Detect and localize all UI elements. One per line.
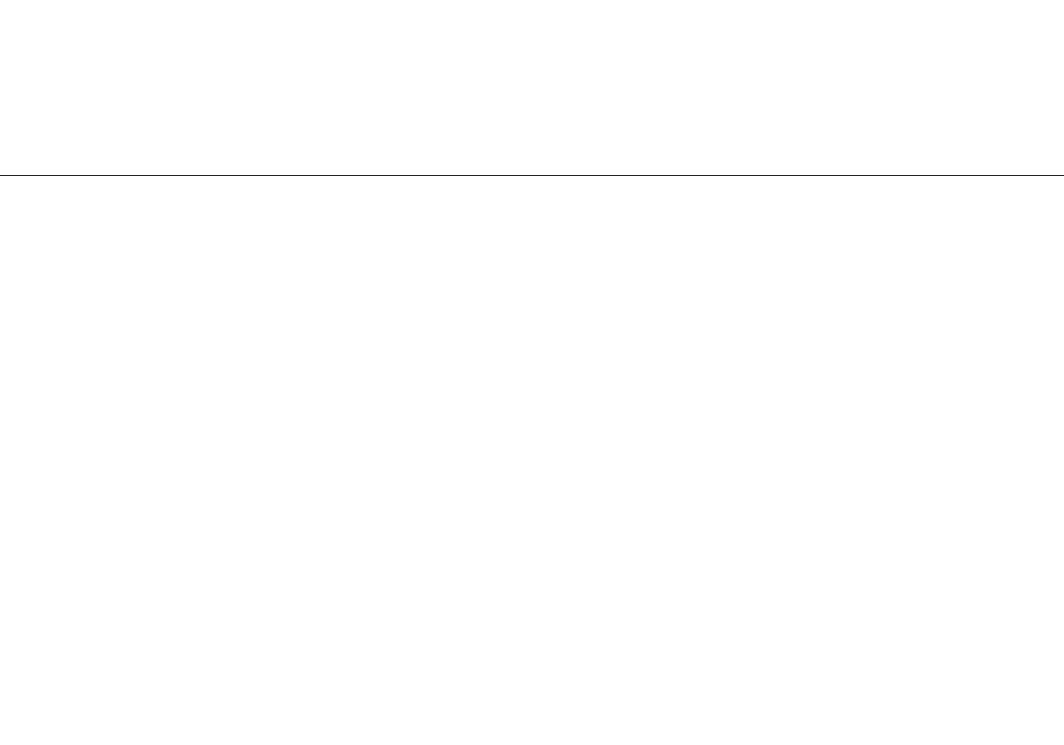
page-fold-line [0, 175, 1064, 176]
